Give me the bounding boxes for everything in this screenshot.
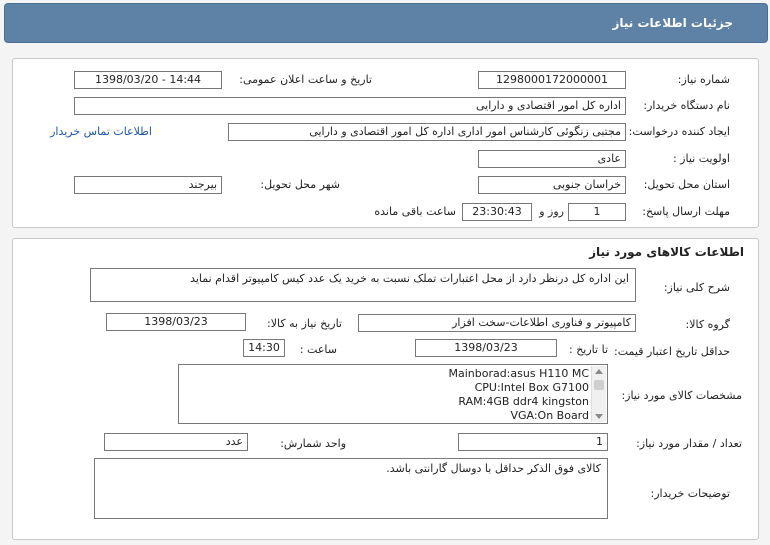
requester-field: مجتبی زنگوئی کارشناس امور اداری اداره کل امور اقتصادی و دارایی — [228, 123, 626, 141]
group-field: کامپیوتر و فناوری اطلاعات-سخت افزار — [358, 314, 636, 332]
deadline-days-field: 1 — [568, 203, 626, 221]
quantity-label: تعداد / مقدار مورد نیاز: — [636, 437, 742, 450]
unit-field: عدد — [104, 433, 248, 451]
buyer-contact-link[interactable]: اطلاعات تماس خریدار — [50, 125, 152, 138]
specs-scrollbar[interactable] — [591, 366, 606, 422]
city-field: بیرجند — [74, 176, 222, 194]
deadline-remaining-label: ساعت باقی مانده — [374, 205, 456, 218]
scroll-down-icon[interactable] — [595, 414, 603, 419]
city-label: شهر محل تحویل: — [260, 178, 340, 191]
buyer-org-label: نام دستگاه خریدار: — [643, 99, 730, 112]
unit-label: واحد شمارش: — [280, 437, 346, 450]
deadline-days-label: روز و — [539, 205, 564, 218]
spec-line: Mainborad:asus H110 MC — [448, 367, 589, 380]
group-label: گروه کالا: — [685, 318, 730, 331]
summary-label: شرح کلی نیاز: — [663, 281, 730, 294]
scroll-up-icon[interactable] — [595, 369, 603, 374]
page-title: جزئیات اطلاعات نیاز — [612, 16, 733, 30]
province-label: استان محل تحویل: — [643, 178, 730, 191]
page-header — [4, 3, 768, 43]
buyer-notes-field — [94, 458, 608, 519]
need-number-label: شماره نیاز: — [677, 73, 730, 86]
goods-section-title: اطلاعات کالاهای مورد نیاز — [589, 245, 744, 259]
summary-field — [90, 268, 636, 302]
validity-until-label: تا تاریخ : — [569, 343, 608, 356]
specs-label: مشخصات کالای مورد نیاز: — [621, 389, 742, 402]
announce-datetime-label: تاریخ و ساعت اعلان عمومی: — [239, 73, 372, 86]
validity-time-field: 14:30 — [243, 339, 285, 357]
need-date-field: 1398/03/23 — [106, 313, 246, 331]
quantity-field: 1 — [458, 433, 608, 451]
spec-line: VGA:On Board — [510, 409, 589, 422]
price-validity-label: حداقل تاریخ اعتبار قیمت: — [614, 345, 730, 358]
requester-label: ایجاد کننده درخواست: — [628, 125, 730, 138]
specs-listbox[interactable] — [178, 364, 608, 424]
spec-line: CPU:Intel Box G7100 — [474, 381, 589, 394]
deadline-time-field: 23:30:43 — [462, 203, 532, 221]
validity-time-label: ساعت : — [299, 343, 337, 356]
need-date-label: تاریخ نیاز به کالا: — [267, 317, 342, 330]
announce-datetime-field: 1398/03/20 - 14:44 — [74, 71, 222, 89]
need-number-field: 1298000172000001 — [478, 71, 626, 89]
priority-field: عادی — [478, 150, 626, 168]
deadline-label: مهلت ارسال پاسخ: — [642, 205, 730, 218]
scroll-thumb[interactable] — [594, 380, 604, 390]
priority-label: اولویت نیاز : — [672, 152, 730, 165]
summary-text: این اداره کل درنظر دارد از محل اعتبارات تملک نسبت به خرید یک عدد کیس کامپیوتر اقدام نماید — [190, 272, 629, 285]
buyer-notes-text: کالای فوق الذکر حداقل با دوسال گارانتی باشد. — [386, 462, 601, 475]
province-field: خراسان جنوبی — [478, 176, 626, 194]
spec-line: RAM:4GB ddr4 kingston — [458, 395, 589, 408]
validity-date-field: 1398/03/23 — [415, 339, 557, 357]
buyer-notes-label: توضیحات خریدار: — [650, 487, 730, 500]
buyer-org-field: اداره کل امور اقتصادی و دارایی — [74, 97, 626, 115]
